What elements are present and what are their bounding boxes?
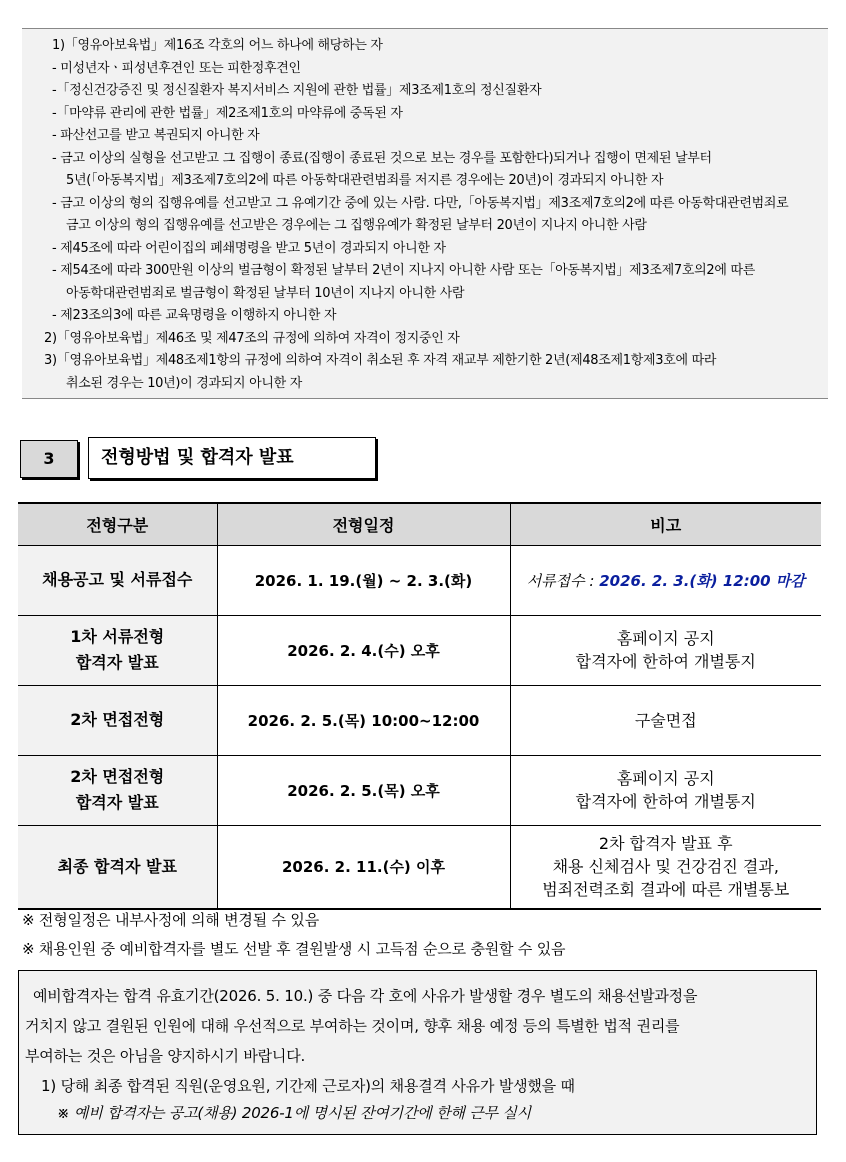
table-header-row	[18, 503, 821, 545]
row-date: 2026. 2. 4.(수) 오후	[217, 615, 510, 685]
header-note: 비고	[510, 503, 821, 545]
table-row	[18, 685, 821, 755]
header-category: 전형구분	[18, 503, 217, 545]
category-line: 2차 면접전형	[70, 710, 165, 729]
notice-line: 부여하는 것은 아님을 양지하시기 바랍니다.	[25, 1047, 306, 1065]
remark-schedule-change: ※ 전형일정은 내부사정에 의해 변경될 수 있음	[22, 911, 319, 929]
row-category	[18, 545, 217, 615]
row-category	[18, 755, 217, 825]
note-line: 합격자에 한하여 개별통지	[575, 652, 756, 671]
disq-line: 아동학대관련범죄로 벌금형이 확정된 날부터 10년이 지나지 아니한 사람	[66, 286, 465, 301]
disq-line: 취소된 경우는 10년)이 경과되지 아니한 자	[66, 376, 303, 391]
table-row	[18, 545, 821, 615]
disq-line: - 제54조에 따라 300만원 이상의 벌금형이 확정된 날부터 2년이 지나지 아니한 사람 또는「아동복지법」제3조제7호의2에 따른	[52, 263, 755, 278]
category-line: 1차 서류전형	[70, 627, 165, 646]
disq-line: 금고 이상의 형의 집행유예를 선고받은 경우에는 그 집행유예가 확정된 날부터 20년이 지나지 아니한 사람	[66, 218, 647, 233]
row-note	[510, 545, 821, 615]
disq-line: - 파산선고를 받고 복권되지 아니한 자	[52, 128, 260, 143]
category-line: 최종 합격자 발표	[57, 856, 177, 876]
row-note	[510, 685, 821, 755]
disq-line: - 제45조에 따라 어린이집의 폐쇄명령을 받고 5년이 경과되지 아니한 자	[52, 241, 446, 256]
disq-line: - 미성년자ㆍ피성년후견인 또는 피한정후견인	[52, 61, 301, 76]
section-number: 3	[20, 440, 78, 478]
row-category	[18, 685, 217, 755]
table-row	[18, 825, 821, 909]
disq-line: - 금고 이상의 형의 집행유예를 선고받고 그 유예기간 중에 있는 사람. 다만,「아동복지법」제3조제7호의2에 따른 아동학대관련범죄로	[52, 196, 789, 211]
note-label: 서류접수 :	[526, 571, 600, 590]
row-date: 2026. 2. 5.(목) 10:00~12:00	[217, 685, 510, 755]
notice-line: 예비합격자는 합격 유효기간(2026. 5. 10.) 중 다음 각 호에 사유가 발생할 경우 별도의 채용선발과정을	[33, 987, 698, 1005]
note-line: 채용 신체검사 및 건강검진 결과,	[552, 857, 779, 877]
category-line: 2차 면접전형	[70, 767, 165, 786]
disqualification-box	[22, 28, 828, 399]
notice-line: 1) 당해 최종 합격된 직원(운영요원, 기간제 근로자)의 채용결격 사유가 발생했을 때	[41, 1077, 575, 1095]
disq-line: 3)「영유아보육법」제48조제1항의 규정에 의하여 자격이 취소된 후 자격 재교부 제한기한 2년(제48조제1항제3호에 따라	[44, 353, 717, 368]
row-note	[510, 825, 821, 909]
table-row	[18, 615, 821, 685]
note-line: 범죄전력조회 결과에 따른 개별통보	[542, 880, 790, 900]
disq-line: -「마약류 관리에 관한 법률」제2조제1호의 마약류에 중독된 자	[52, 106, 403, 121]
section-title: 전형방법 및 합격자 발표	[88, 437, 376, 479]
note-line: 합격자에 한하여 개별통지	[575, 792, 756, 811]
row-note	[510, 615, 821, 685]
category-line: 합격자 발표	[75, 793, 159, 812]
note-line: 구술면접	[634, 710, 697, 730]
row-date: 2026. 1. 19.(월) ~ 2. 3.(화)	[217, 545, 510, 615]
remark-reserve-candidates: ※ 채용인원 중 예비합격자를 별도 선발 후 결원발생 시 고득점 순으로 충원할 수 있음	[22, 940, 566, 958]
notice-line: ※ 예비 합격자는 공고(채용) 2026-1에 명시된 잔여기간에 한해 근무 실시	[57, 1104, 531, 1122]
reserve-notice-box	[18, 970, 817, 1135]
row-category	[18, 615, 217, 685]
notice-line: 거치지 않고 결원된 인원에 대해 우선적으로 부여하는 것이며, 향후 채용 예정 등의 특별한 법적 권리를	[25, 1017, 680, 1035]
table-row	[18, 755, 821, 825]
row-date: 2026. 2. 5.(목) 오후	[217, 755, 510, 825]
disq-line: - 금고 이상의 실형을 선고받고 그 집행이 종료(집행이 종료된 것으로 보는 경우를 포함한다)되거나 집행이 면제된 날부터	[52, 151, 712, 166]
disq-line: 2)「영유아보육법」제46조 및 제47조의 규정에 의하여 자격이 정지중인 자	[44, 331, 460, 346]
note-line: 홈페이지 공지	[616, 629, 715, 648]
row-date: 2026. 2. 11.(수) 이후	[217, 825, 510, 909]
disq-line: - 제23조의3에 따른 교육명령을 이행하지 아니한 자	[52, 308, 337, 323]
row-note	[510, 755, 821, 825]
disq-line: 1)「영유아보육법」제16조 각호의 어느 하나에 해당하는 자	[52, 38, 383, 53]
category-line: 합격자 발표	[75, 653, 159, 672]
note-line: 2차 합격자 발표 후	[598, 834, 733, 854]
note-line: 홈페이지 공지	[616, 769, 715, 788]
row-category	[18, 825, 217, 909]
disq-line: 5년(「아동복지법」제3조제7호의2에 따른 아동학대관련범죄를 저지른 경우에는 20년)이 경과되지 아니한 자	[66, 173, 664, 188]
schedule-table	[18, 502, 821, 910]
disq-line: -「정신건강증진 및 정신질환자 복지서비스 지원에 관한 법률」제3조제1호의 정신질환자	[52, 83, 542, 98]
header-schedule: 전형일정	[217, 503, 510, 545]
note-deadline: 2026. 2. 3.(화) 12:00 마감	[599, 571, 805, 590]
category-line: 채용공고 및 서류접수	[42, 570, 193, 589]
